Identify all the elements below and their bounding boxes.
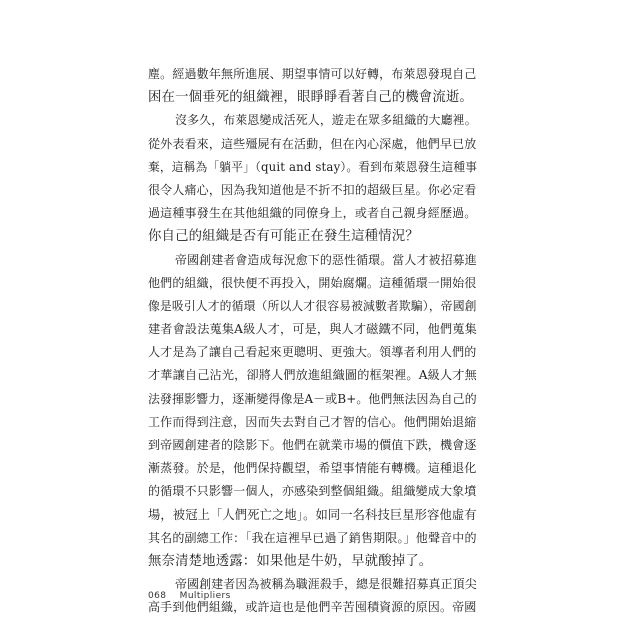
page-number: 068 (148, 591, 167, 601)
body-text (148, 63, 478, 620)
text-line: 工作而得到注意，因而失去對自己才智的信心。他們開始退縮 (148, 414, 477, 429)
text-line: 其名的副總工作：「我在這裡早已過了銷售期限。」他聲音中的 (148, 530, 477, 545)
text-line: 從外表看來，這些殭屍有在活動，但在內心深處，他們早已放 (148, 136, 477, 151)
text-line: 棄，這稱為「躺平」（quit and stay）。看到布萊恩發生這種事 (148, 159, 478, 174)
text-line: 建者會設法蒐集A級人才，可是，與人才磁鐵不同，他們蒐集 (148, 322, 477, 337)
text-line: 場，被冠上「人們死亡之地」。如同一名科技巨星形容他虛有 (148, 507, 477, 522)
text-line: 困在一個垂死的組織裡，眼睜睜看著自己的機會流逝。 (148, 90, 473, 106)
text-line: 無奈清楚地透露：如果他是牛奶，早就酸掉了。 (148, 553, 433, 569)
text-line: 高手到他們組織，或許這也是他們辛苦囤積資源的原因。帝國 (148, 600, 477, 615)
text-line: 過這種事發生在其他組織的同僚身上，或者自己親身經歷過。 (148, 206, 477, 221)
text-line: 沒多久，布萊恩變成活死人，遊走在眾多組織的大廳裡。 (175, 113, 477, 128)
text-line: 帝國創建者會造成每況愈下的惡性循環。當人才被招募進 (175, 252, 477, 267)
text-line: 人才是為了讓自己看起來更聰明、更強大。領導者利用人們的 (148, 345, 477, 360)
text-line: 法發揮影響力，逐漸變得像是A－或B+。他們無法因為自己的 (148, 391, 477, 406)
text-line: 很令人痛心，因為我知道他是不折不扣的超級巨星。你必定看 (148, 182, 477, 197)
running-title: Multipliers (179, 591, 231, 601)
text-line: 你自己的組織是否有可能正在發生這種情況？ (148, 229, 419, 245)
text-line: 他們的組織，很快便不再投入，開始腐爛。這種循環一開始很 (148, 275, 477, 290)
text-line: 才華讓自己沾光，卻將人們放進組織圖的框架裡。A級人才無 (148, 368, 477, 383)
text-line: 的循環不只影響一個人，亦感染到整個組織。組織變成大象墳 (148, 484, 477, 499)
page-footer (148, 591, 231, 601)
text-line: 到帝國創建者的陰影下。他們在就業市場的價值下跌，機會逐 (148, 438, 477, 452)
text-line: 塵。經過數年無所進展、期望事情可以好轉，布萊恩發現自己 (148, 67, 477, 81)
text-line: 漸蒸發。於是，他們保持觀望，希望事情能有轉機。這種退化 (148, 461, 477, 476)
text-line: 帝國創建者因為被稱為職涯殺手，總是很難招募真正頂尖 (175, 577, 477, 592)
text-line: 像是吸引人才的循環（所以人才很容易被減數者欺騙），帝國創 (148, 298, 477, 313)
